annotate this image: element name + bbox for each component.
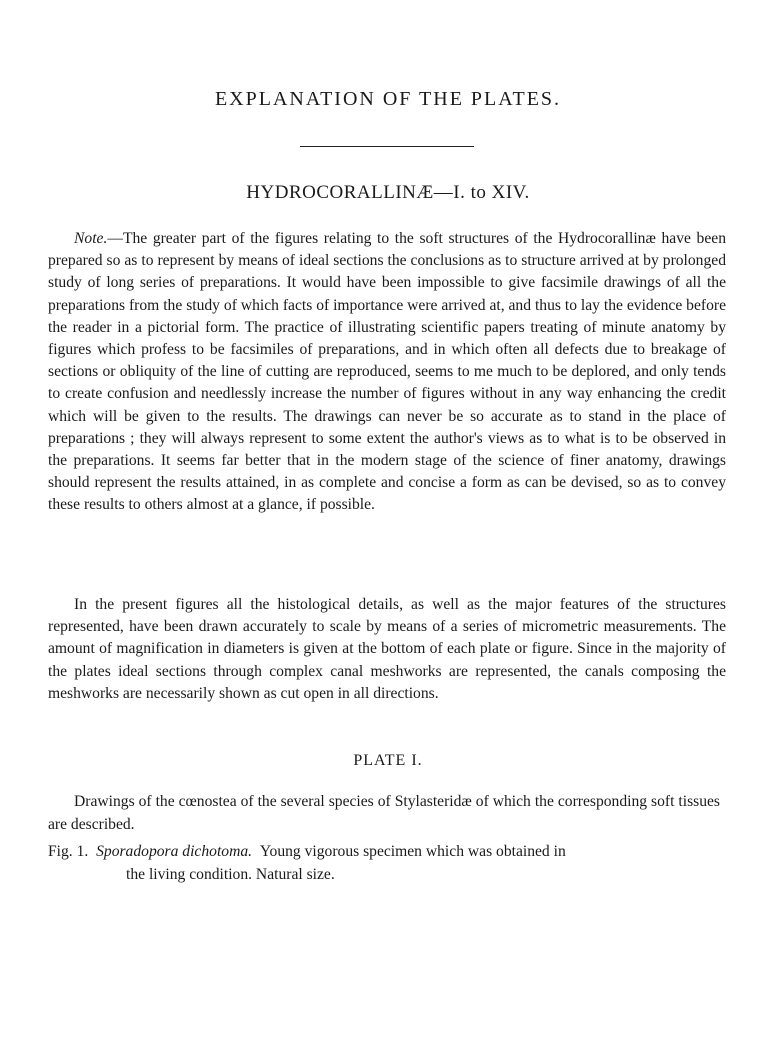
body-paragraph: In the present figures all the histological details, as well as the major features of the structures represented, have been drawn accurately to scale by means of a series of micrometric measurements. The amount of magnification in diameters is given at the bottom of each plate or figure. Since in the majority of the plates ideal sections through complex canal meshworks are represented, the canals composing the meshworks are necessarily shown as cut open in all directions.: [48, 596, 726, 702]
title-divider: [300, 146, 474, 147]
figure-species: Sporadopora dichotoma.: [96, 843, 253, 860]
figure-text-continuation: the living condition. Natural size.: [126, 865, 335, 883]
note-text: —The greater part of the figures relating to the soft structures of the Hydrocorallinæ have been prepared so as to represent by means of ideal sections the conclusions as to structure arrived at by prolonged study of long series of preparations. It would have been impossible to give facsimile drawings of all the preparations from the study of which facts of importance were arrived at, and thus to lay the evidence before the reader in a pictorial form. The practice of illustrating scientific papers treating of minute anatomy by figures which profess to be facsimiles of preparations, and in which often all defects due to breakage of sections or obliquity of the line of cutting are reproduced, seems to me much to be deplored, and only tends to create confusion and needlessly increase the number of figures without in any way enhancing the credit which will be given to the results. The drawings can never be so accurate as to stand in the place of preparations ; they will always represent to some extent the author's views as to what is to be observed in the preparations. It seems far better that in the modern stage of the science of finer anatomy, drawings should represent the results attained, in as complete and concise a form as can be devised, so as to convey these results to others almost at a glance, if possible.: [48, 230, 726, 514]
page-title: EXPLANATION OF THE PLATES.: [214, 88, 562, 110]
plate-title: PLATE I.: [353, 752, 423, 769]
figure-text: Young vigorous specimen which was obtained in: [259, 843, 566, 860]
note-paragraph: [48, 228, 726, 517]
figure-label: Fig. 1.: [48, 843, 89, 860]
section-title: HYDROCORALLINÆ—I. to XIV.: [246, 182, 530, 203]
figure-caption: [48, 841, 720, 886]
plate-description: Drawings of the cœnostea of the several species of Stylasteridæ of which the corresponding soft tissues are described.: [48, 793, 720, 833]
note-lead: Note.: [74, 230, 108, 247]
